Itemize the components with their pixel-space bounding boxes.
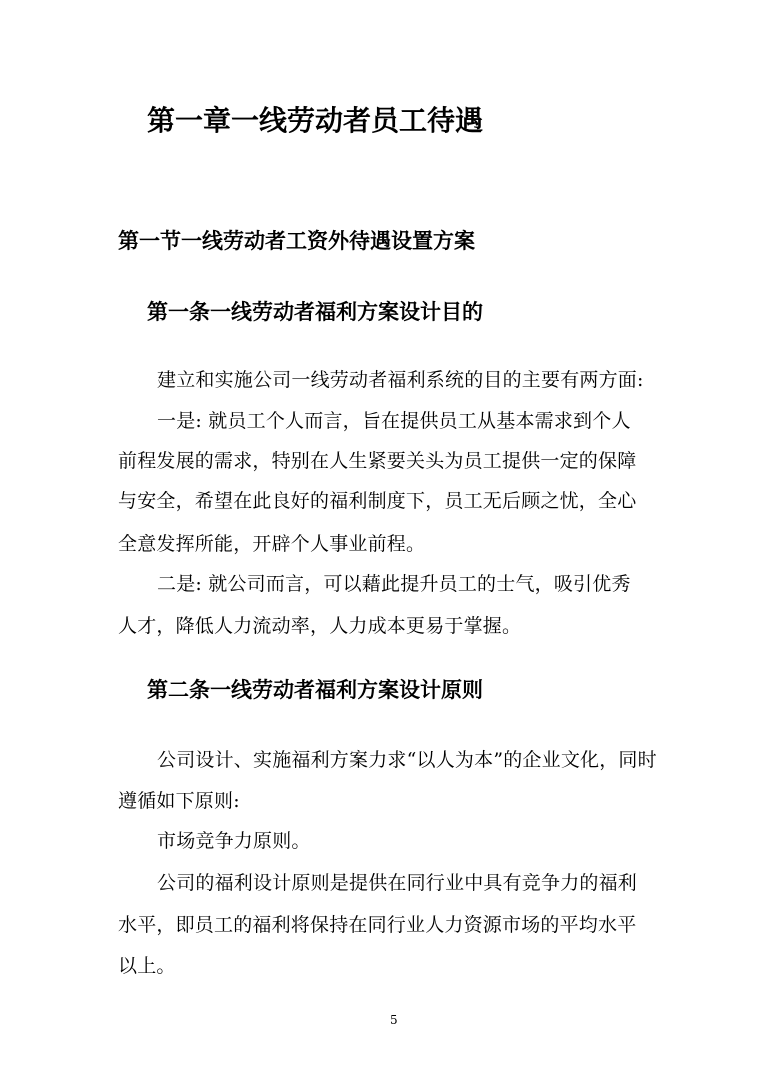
body-line: 一是: 就员工个人而言，旨在提供员工从基本需求到个人	[157, 410, 631, 432]
article-1-title: 第一条一线劳动者福利方案设计目的	[147, 299, 483, 324]
section-title: 第一节一线劳动者工资外待遇设置方案	[118, 228, 475, 253]
body-line: 遵循如下原则:	[118, 790, 240, 812]
body-line: 建立和实施公司一线劳动者福利系统的目的主要有两方面:	[157, 369, 644, 391]
body-line: 全意发挥所能，开辟个人事业前程。	[118, 533, 426, 555]
page-number: 5	[390, 1013, 398, 1027]
body-line: 公司的福利设计原则是提供在同行业中具有竞争力的福利	[157, 872, 638, 894]
body-line: 市场竞争力原则。	[157, 830, 311, 852]
body-line: 二是: 就公司而言，可以藉此提升员工的士气，吸引优秀	[157, 573, 631, 595]
body-line: 水平，即员工的福利将保持在同行业人力资源市场的平均水平	[118, 914, 637, 936]
body-line: 人才，降低人力流动率，人力成本更易于掌握。	[118, 615, 522, 637]
article-2-title: 第二条一线劳动者福利方案设计原则	[147, 677, 483, 702]
chapter-title: 第一章一线劳动者员工待遇	[147, 104, 484, 137]
body-line: 以上。	[118, 955, 176, 977]
body-line: 前程发展的需求，特别在人生紧要关头为员工提供一定的保障	[118, 450, 637, 472]
body-line: 公司设计、实施福利方案力求“以人为本”的企业文化，同时	[157, 749, 657, 771]
body-line: 与安全，希望在此良好的福利制度下，员工无后顾之忧，全心	[118, 490, 637, 512]
